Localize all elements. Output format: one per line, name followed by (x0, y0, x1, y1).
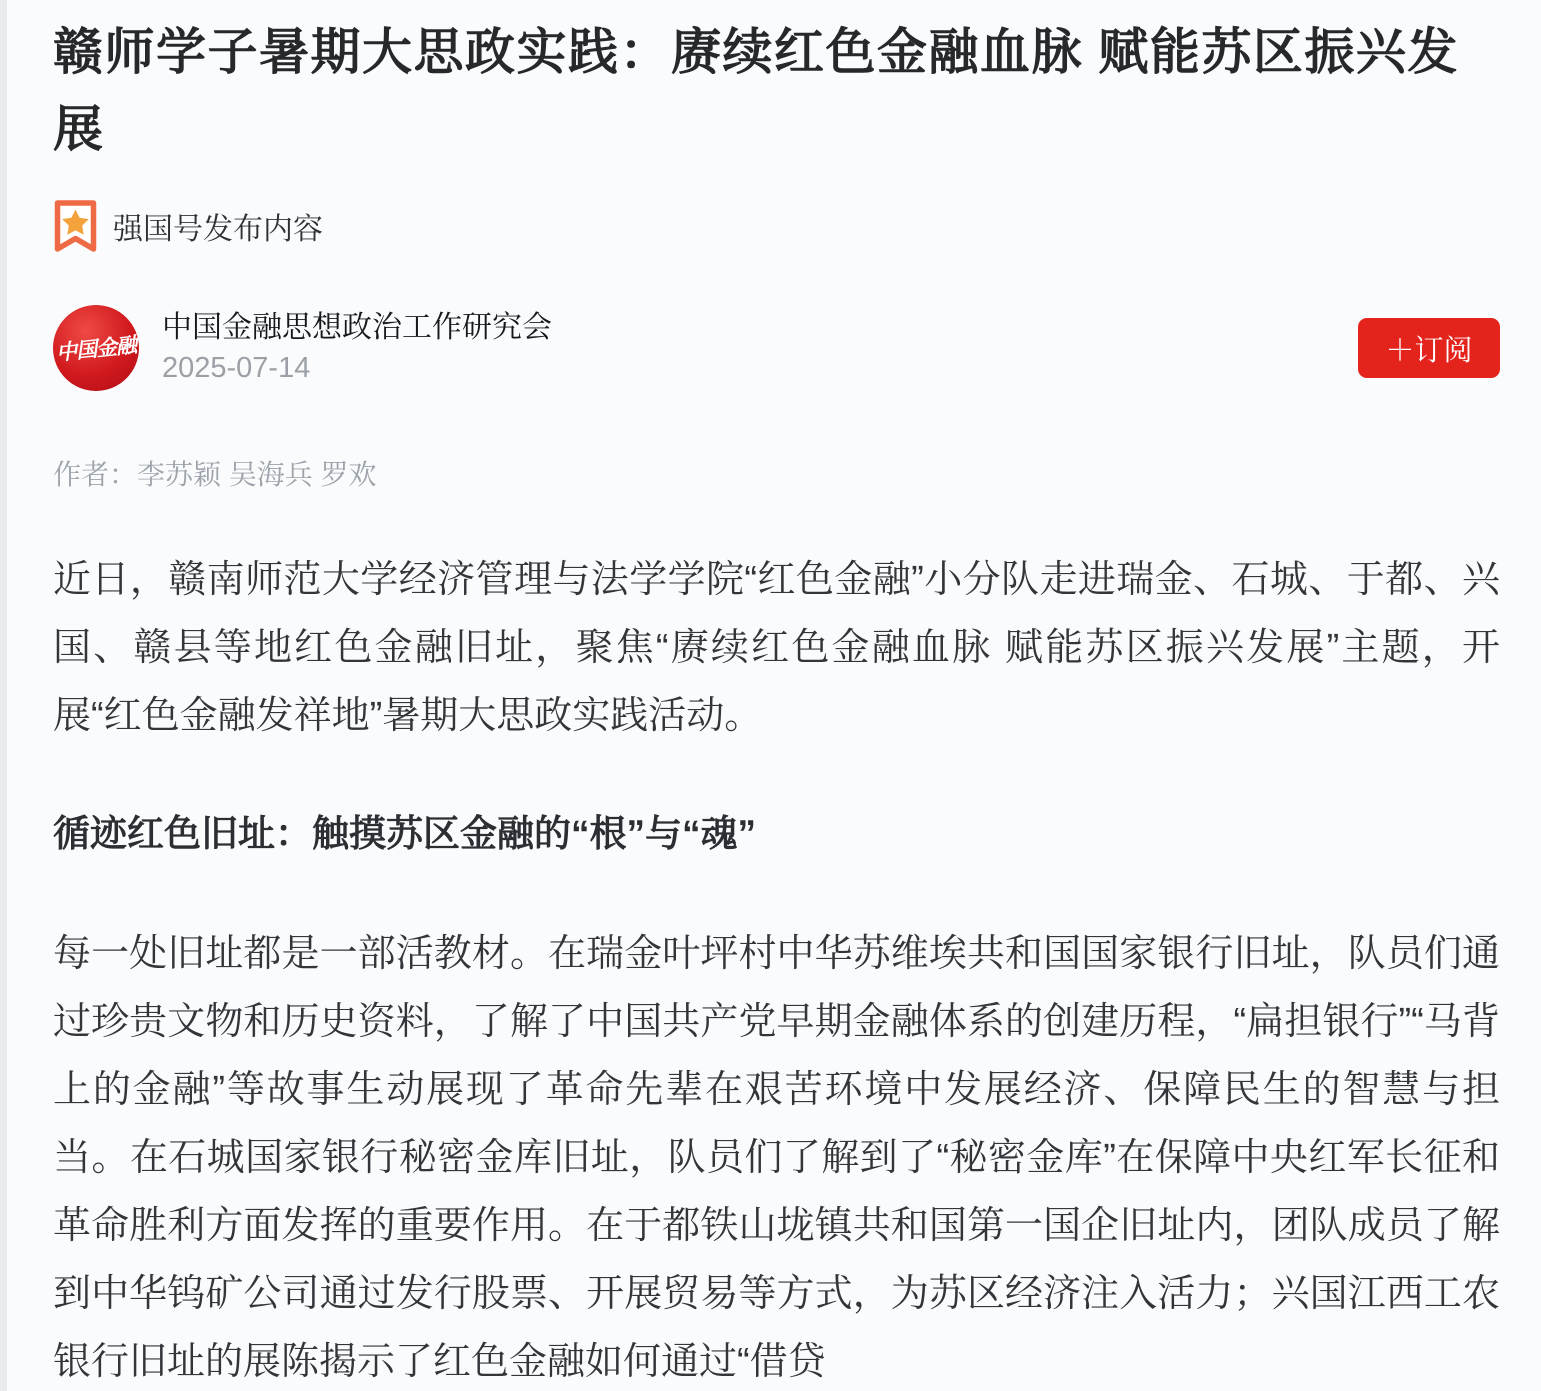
qiangguo-badge (53, 200, 1500, 252)
publisher-name[interactable]: 中国金融思想政治工作研究会 (162, 311, 552, 345)
article-paragraph: 每一处旧址都是一部活教材。在瑞金叶坪村中华苏维埃共和国国家银行旧址，队员们通过珍贵文物和历史资料，了解了中国共产党早期金融体系的创建历程，“扁担银行”“马背上的金融”等故事生动展现了革命先辈在艰苦环境中发展经济、保障民生的智慧与担当。在石城国家银行秘密金库旧址，队员们了解到了“秘密金库”在保障中央红军长征和革命胜利方面发挥的重要作用。在于都铁山垅镇共和国第一国企旧址内，团队成员了解到中华钨矿公司通过发行股票、开展贸易等方式，为苏区经济注入活力；兴国江西工农银行旧址的展陈揭示了红色金融如何通过“借贷 (53, 933, 1500, 1383)
subscribe-button[interactable]: ＋订阅 (1358, 318, 1500, 378)
author-line: 作者：李苏颖 吴海兵 罗欢 (53, 459, 377, 490)
article-title: 赣师学子暑期大思政实践：赓续红色金融血脉 赋能苏区振兴发展 (53, 24, 1459, 157)
window-edge (0, 0, 7, 1391)
article-subheading: 循迹红色旧址：触摸苏区金融的“根”与“魂” (53, 813, 756, 854)
bookmark-star-icon (53, 200, 98, 253)
publisher-meta (162, 311, 552, 385)
publisher-row (53, 305, 1500, 391)
badge-label: 强国号发布内容 (113, 213, 323, 246)
publisher-avatar[interactable] (53, 305, 139, 391)
article-paragraph: 近日，赣南师范大学经济管理与法学学院“红色金融”小分队走进瑞金、石城、于都、兴国、赣县等地红色金融旧址，聚焦“赓续红色金融血脉 赋能苏区振兴发展”主题，开展“红色金融发祥地”暑期大思政实践活动。 (53, 559, 1500, 737)
avatar-calligraphy-text: 中国金融 (55, 333, 138, 366)
article-page (7, 14, 1541, 1391)
publish-date: 2025-07-14 (162, 352, 311, 385)
